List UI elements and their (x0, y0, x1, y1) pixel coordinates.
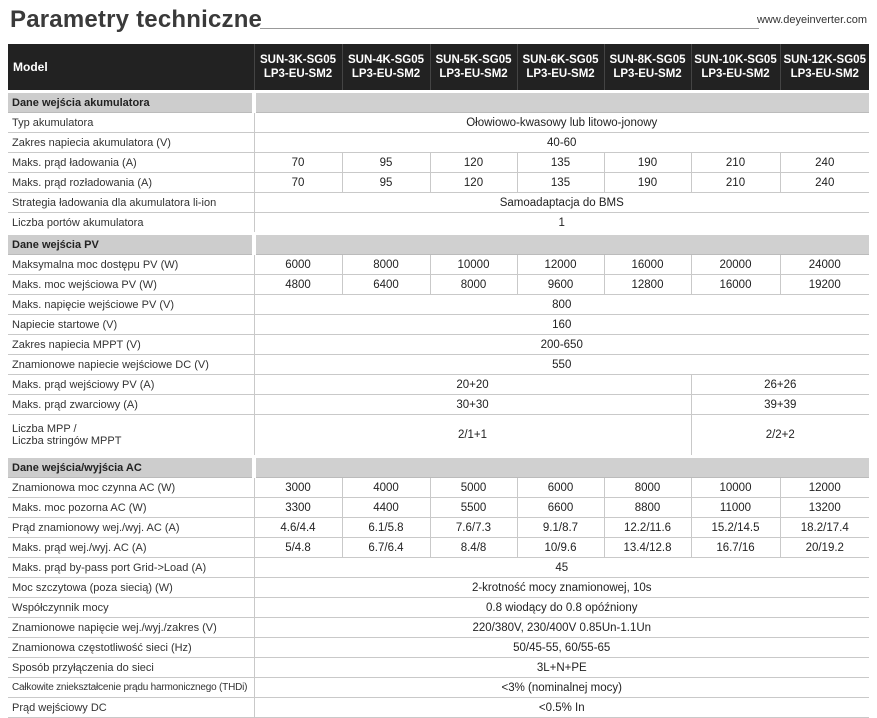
model-column-header: Model (8, 44, 254, 92)
spec-row (8, 558, 869, 578)
spec-value: 45 (254, 558, 869, 578)
spec-label: Znamionowe napiecie wejściowe DC (V) (8, 355, 254, 375)
spec-row (8, 578, 869, 598)
website-url: www.deyeinverter.com (756, 14, 867, 26)
spec-row (8, 698, 869, 718)
spec-value: 135 (517, 173, 604, 193)
page-title: Parametry techniczne (10, 6, 263, 33)
section-header-fill (254, 234, 869, 255)
spec-row (8, 395, 869, 415)
spec-value: 20/19.2 (780, 538, 869, 558)
spec-value: 5000 (430, 478, 517, 498)
spec-value: 50/45-55, 60/55-65 (254, 638, 869, 658)
spec-value: 12000 (780, 478, 869, 498)
spec-table-body (8, 92, 869, 718)
table-header-row (8, 44, 869, 92)
spec-row (8, 658, 869, 678)
spec-label: Maks. moc pozorna AC (W) (8, 498, 254, 518)
spec-label: Zakres napiecia akumulatora (V) (8, 133, 254, 153)
spec-value: 0.8 wiodący do 0.8 opóźniony (254, 598, 869, 618)
spec-value: 550 (254, 355, 869, 375)
spec-value: 10000 (691, 478, 780, 498)
model-header: SUN-12K-SG05 LP3-EU-SM2 (780, 44, 869, 92)
spec-value: 6000 (254, 255, 342, 275)
spec-value: 26+26 (691, 375, 869, 395)
spec-row (8, 275, 869, 295)
spec-value: 6400 (342, 275, 430, 295)
section-header-row (8, 234, 869, 255)
spec-value: 95 (342, 153, 430, 173)
spec-value: 2/1+1 (254, 415, 691, 457)
spec-value: 6000 (517, 478, 604, 498)
spec-value: 19200 (780, 275, 869, 295)
spec-value: 8800 (604, 498, 691, 518)
title-rule (260, 28, 759, 29)
spec-value: 135 (517, 153, 604, 173)
spec-label: Maks. napięcie wejściowe PV (V) (8, 295, 254, 315)
spec-value: 40-60 (254, 133, 869, 153)
spec-value: 8.4/8 (430, 538, 517, 558)
spec-value: 16.7/16 (691, 538, 780, 558)
spec-row (8, 213, 869, 234)
spec-value: 2-krotność mocy znamionowej, 10s (254, 578, 869, 598)
section-title: Dane wejścia/wyjścia AC (8, 457, 254, 478)
spec-value: 120 (430, 153, 517, 173)
spec-row (8, 618, 869, 638)
spec-value: 3L+N+PE (254, 658, 869, 678)
spec-row (8, 113, 869, 133)
spec-value: 95 (342, 173, 430, 193)
spec-row (8, 598, 869, 618)
spec-value: 240 (780, 153, 869, 173)
spec-label: Napiecie startowe (V) (8, 315, 254, 335)
spec-label: Moc szczytowa (poza siecią) (W) (8, 578, 254, 598)
spec-value: 2/2+2 (691, 415, 869, 457)
spec-label: Maks. prąd zwarciowy (A) (8, 395, 254, 415)
spec-row (8, 375, 869, 395)
spec-value: 240 (780, 173, 869, 193)
spec-row (8, 518, 869, 538)
spec-row (8, 255, 869, 275)
section-header-fill (254, 92, 869, 113)
spec-value: 9.1/8.7 (517, 518, 604, 538)
spec-value: 7.6/7.3 (430, 518, 517, 538)
spec-row (8, 193, 869, 213)
spec-value: <0.5% In (254, 698, 869, 718)
spec-value: 16000 (691, 275, 780, 295)
spec-value: 8000 (342, 255, 430, 275)
spec-label: Prąd znamionowy wej./wyj. AC (A) (8, 518, 254, 538)
spec-value: 5500 (430, 498, 517, 518)
spec-value: 3000 (254, 478, 342, 498)
section-title: Dane wejścia PV (8, 234, 254, 255)
spec-value: 4400 (342, 498, 430, 518)
spec-value: Ołowiowo-kwasowy lub litowo-jonowy (254, 113, 869, 133)
spec-row (8, 638, 869, 658)
spec-value: 4.6/4.4 (254, 518, 342, 538)
spec-label: Maks. prąd wej./wyj. AC (A) (8, 538, 254, 558)
spec-value: 6.7/6.4 (342, 538, 430, 558)
spec-label: Maks. prąd ładowania (A) (8, 153, 254, 173)
spec-label: Maks. moc wejściowa PV (W) (8, 275, 254, 295)
spec-value: 39+39 (691, 395, 869, 415)
spec-value: 11000 (691, 498, 780, 518)
spec-label: Znamionowa częstotliwość sieci (Hz) (8, 638, 254, 658)
spec-value: <3% (nominalnej mocy) (254, 678, 869, 698)
spec-label: Znamionowa moc czynna AC (W) (8, 478, 254, 498)
model-header: SUN-8K-SG05 LP3-EU-SM2 (604, 44, 691, 92)
spec-value: 120 (430, 173, 517, 193)
spec-label: Liczba portów akumulatora (8, 213, 254, 234)
spec-value: 70 (254, 173, 342, 193)
spec-value: 4800 (254, 275, 342, 295)
section-title: Dane wejścia akumulatora (8, 92, 254, 113)
spec-label: Prąd wejściowy DC (8, 698, 254, 718)
spec-value: Samoadaptacja do BMS (254, 193, 869, 213)
spec-value: 9600 (517, 275, 604, 295)
spec-value: 5/4.8 (254, 538, 342, 558)
spec-value: 800 (254, 295, 869, 315)
spec-value: 1 (254, 213, 869, 234)
spec-label (8, 415, 254, 457)
spec-value: 30+30 (254, 395, 691, 415)
spec-value: 12000 (517, 255, 604, 275)
spec-value: 16000 (604, 255, 691, 275)
spec-value: 190 (604, 153, 691, 173)
spec-value: 20+20 (254, 375, 691, 395)
spec-value: 15.2/14.5 (691, 518, 780, 538)
spec-value: 160 (254, 315, 869, 335)
spec-label: Sposób przyłączenia do sieci (8, 658, 254, 678)
spec-value: 12800 (604, 275, 691, 295)
model-header: SUN-6K-SG05 LP3-EU-SM2 (517, 44, 604, 92)
spec-value: 210 (691, 153, 780, 173)
spec-row (8, 133, 869, 153)
model-header: SUN-3K-SG05 LP3-EU-SM2 (254, 44, 342, 92)
spec-label-line: Liczba MPP / (12, 423, 77, 435)
spec-value: 70 (254, 153, 342, 173)
spec-row (8, 415, 869, 457)
spec-value: 4000 (342, 478, 430, 498)
model-header: SUN-4K-SG05 LP3-EU-SM2 (342, 44, 430, 92)
spec-value: 200-650 (254, 335, 869, 355)
spec-value: 13200 (780, 498, 869, 518)
spec-row (8, 538, 869, 558)
spec-label: Maks. prąd rozładowania (A) (8, 173, 254, 193)
spec-row (8, 478, 869, 498)
spec-row (8, 295, 869, 315)
spec-row (8, 355, 869, 375)
spec-label: Maks. prąd by-pass port Grid->Load (A) (8, 558, 254, 578)
spec-label: Współczynnik mocy (8, 598, 254, 618)
spec-label: Całkowite zniekształcenie prądu harmonicznego (THDi) (8, 678, 254, 698)
spec-value: 10000 (430, 255, 517, 275)
spec-row (8, 153, 869, 173)
section-header-row (8, 457, 869, 478)
spec-value: 6600 (517, 498, 604, 518)
spec-value: 6.1/5.8 (342, 518, 430, 538)
spec-label: Zakres napiecia MPPT (V) (8, 335, 254, 355)
spec-value: 13.4/12.8 (604, 538, 691, 558)
spec-label: Maks. prąd wejściowy PV (A) (8, 375, 254, 395)
spec-label-line: Liczba stringów MPPT (12, 435, 122, 447)
spec-value: 8000 (604, 478, 691, 498)
spec-row (8, 335, 869, 355)
spec-row (8, 678, 869, 698)
spec-label: Maksymalna moc dostępu PV (W) (8, 255, 254, 275)
section-header-fill (254, 457, 869, 478)
spec-value: 220/380V, 230/400V 0.85Un-1.1Un (254, 618, 869, 638)
model-header: SUN-5K-SG05 LP3-EU-SM2 (430, 44, 517, 92)
spec-value: 10/9.6 (517, 538, 604, 558)
spec-label: Strategia ładowania dla akumulatora li-ion (8, 193, 254, 213)
spec-value: 8000 (430, 275, 517, 295)
page-header (8, 0, 869, 38)
spec-value: 20000 (691, 255, 780, 275)
spec-value: 3300 (254, 498, 342, 518)
spec-value: 12.2/11.6 (604, 518, 691, 538)
spec-row (8, 173, 869, 193)
spec-value: 190 (604, 173, 691, 193)
model-header: SUN-10K-SG05 LP3-EU-SM2 (691, 44, 780, 92)
spec-row (8, 315, 869, 335)
spec-label: Znamionowe napięcie wej./wyj./zakres (V) (8, 618, 254, 638)
spec-label: Typ akumulatora (8, 113, 254, 133)
section-header-row (8, 92, 869, 113)
spec-row (8, 498, 869, 518)
spec-table (8, 44, 869, 718)
spec-value: 210 (691, 173, 780, 193)
spec-value: 24000 (780, 255, 869, 275)
spec-value: 18.2/17.4 (780, 518, 869, 538)
